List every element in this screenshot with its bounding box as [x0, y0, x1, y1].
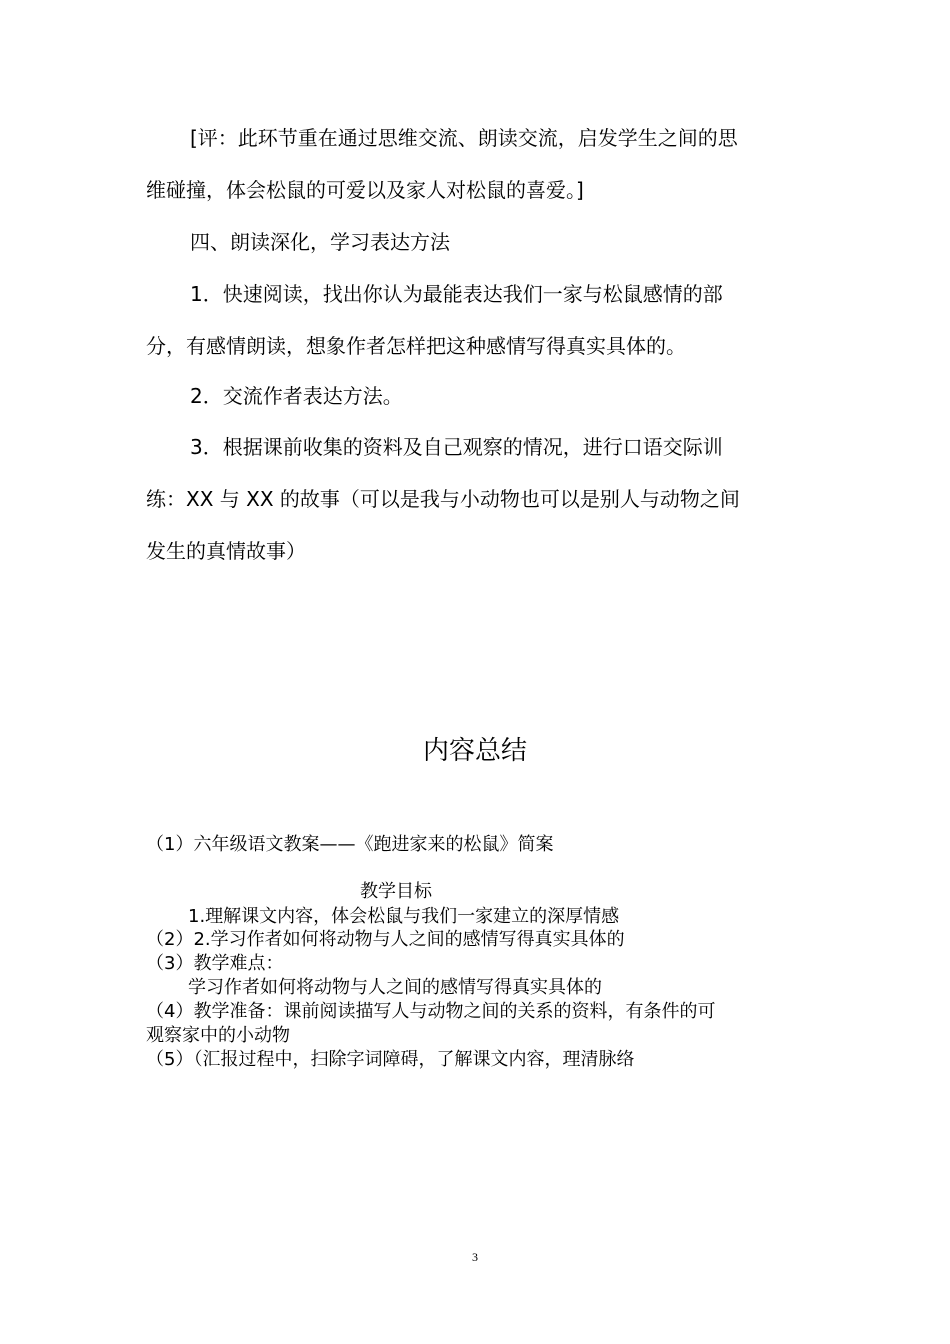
body-line-5: 分，有感情朗读，想象作者怎样把这种感情写得真实具体的。 — [146, 334, 686, 358]
summary-line-8: 观察家中的小动物 — [146, 1025, 290, 1046]
summary-line-4: （2）2.学习作者如何将动物与人之间的感情写得真实具体的 — [146, 929, 625, 950]
body-line-1: [评：此环节重在通过思维交流、朗读交流，启发学生之间的思 — [190, 126, 738, 150]
body-line-2: 维碰撞，体会松鼠的可爱以及家人对松鼠的喜爱。] — [146, 178, 584, 202]
summary-line-1: （1）六年级语文教案——《跑进家来的松鼠》简案 — [146, 834, 554, 855]
summary-line-6: 学习作者如何将动物与人之间的感情写得真实具体的 — [188, 977, 602, 998]
body-line-6: 2．交流作者表达方法。 — [190, 384, 403, 408]
summary-title: 内容总结 — [422, 736, 527, 766]
summary-line-9: （5）（汇报过程中，扫除字词障碍，了解课文内容，理清脉络 — [146, 1049, 635, 1070]
summary-line-3: 1.理解课文内容，体会松鼠与我们一家建立的深厚情感 — [188, 906, 620, 927]
summary-line-2: 教学目标 — [360, 881, 432, 902]
body-line-7: 3．根据课前收集的资料及自己观察的情况，进行口语交际训 — [190, 435, 723, 459]
page-number: 3 — [472, 1250, 478, 1264]
body-line-9: 发生的真情故事） — [146, 539, 306, 563]
summary-line-7: （4）教学准备：课前阅读描写人与动物之间的关系的资料，有条件的可 — [146, 1001, 716, 1022]
section-heading: 四、朗读深化，学习表达方法 — [190, 230, 450, 254]
body-line-8: 练：XX 与 XX 的故事（可以是我与小动物也可以是别人与动物之间 — [146, 487, 740, 511]
body-line-4: 1．快速阅读，找出你认为最能表达我们一家与松鼠感情的部 — [190, 282, 723, 306]
summary-line-5: （3）教学难点： — [146, 953, 284, 974]
